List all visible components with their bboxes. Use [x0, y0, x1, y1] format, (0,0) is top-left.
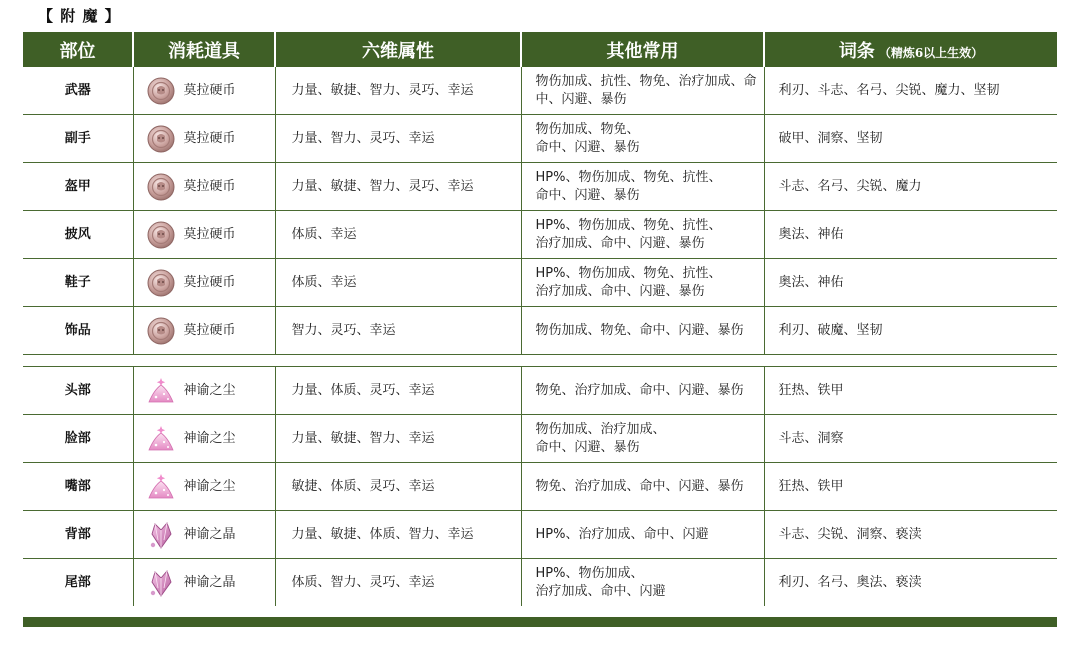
other-line: 物伤加成、抗性、物免、治疗加成、命 — [535, 73, 757, 89]
header-stats: 六维属性 — [275, 32, 521, 67]
stats-cell: 力量、敏捷、智力、灵巧、幸运 — [275, 163, 521, 211]
other-line: 物免、治疗加成、命中、闪避、暴伤 — [535, 382, 744, 398]
other-line: 命中、闪避、暴伤 — [535, 139, 640, 155]
stats-cell: 力量、体质、灵巧、幸运 — [275, 367, 521, 415]
words-cell: 奥法、神佑 — [764, 259, 1057, 307]
words-cell: 斗志、洞察 — [764, 415, 1057, 463]
other-line: HP%、物伤加成、物免、抗性、 — [535, 217, 722, 233]
stats-cell: 体质、幸运 — [275, 259, 521, 307]
stats-cell: 力量、敏捷、智力、灵巧、幸运 — [275, 67, 521, 115]
other-line: 命中、闪避、暴伤 — [535, 439, 640, 455]
table-row — [23, 307, 1057, 355]
header-part: 部位 — [23, 32, 133, 67]
part-cell: 鞋子 — [23, 259, 133, 307]
table-row — [23, 67, 1057, 115]
part-cell: 副手 — [23, 115, 133, 163]
other-line: 治疗加成、命中、闪避 — [535, 583, 666, 599]
part-cell: 尾部 — [23, 559, 133, 607]
other-cell — [521, 211, 764, 259]
dust-icon — [146, 472, 176, 502]
item-label: 莫拉硬币 — [183, 226, 236, 242]
part-cell: 嘴部 — [23, 463, 133, 511]
crystal-icon — [146, 568, 176, 598]
item-label: 莫拉硬币 — [183, 130, 236, 146]
table-row — [23, 259, 1057, 307]
other-line: HP%、物伤加成、物免、抗性、 — [535, 265, 722, 281]
table-row — [23, 511, 1057, 559]
words-cell: 斗志、名弓、尖锐、魔力 — [764, 163, 1057, 211]
item-cell — [133, 163, 275, 211]
part-cell: 披风 — [23, 211, 133, 259]
other-line: HP%、治疗加成、命中、闪避 — [535, 526, 709, 542]
part-cell: 头部 — [23, 367, 133, 415]
other-cell — [521, 463, 764, 511]
item-cell — [133, 259, 275, 307]
other-line: HP%、物伤加成、物免、抗性、 — [535, 169, 722, 185]
stats-cell: 智力、灵巧、幸运 — [275, 307, 521, 355]
header-words-label: 词条 — [838, 40, 875, 62]
table-row — [23, 115, 1057, 163]
coin-icon — [146, 124, 176, 154]
item-label: 莫拉硬币 — [183, 274, 236, 290]
table-body — [23, 67, 1057, 606]
table-row — [23, 463, 1057, 511]
item-cell — [133, 115, 275, 163]
part-cell: 武器 — [23, 67, 133, 115]
coin-icon — [146, 76, 176, 106]
separator-cell — [23, 355, 1057, 367]
part-cell: 脸部 — [23, 415, 133, 463]
words-cell: 狂热、铁甲 — [764, 367, 1057, 415]
other-cell — [521, 67, 764, 115]
words-cell: 奥法、神佑 — [764, 211, 1057, 259]
stats-cell: 力量、智力、灵巧、幸运 — [275, 115, 521, 163]
item-label: 神谕之尘 — [183, 478, 236, 494]
stats-cell: 力量、敏捷、体质、智力、幸运 — [275, 511, 521, 559]
dust-icon — [146, 424, 176, 454]
coin-icon — [146, 268, 176, 298]
table-header-row — [23, 32, 1057, 67]
header-words — [764, 32, 1057, 67]
other-line: 物免、治疗加成、命中、闪避、暴伤 — [535, 478, 744, 494]
words-cell: 利刃、斗志、名弓、尖锐、魔力、坚韧 — [764, 67, 1057, 115]
enchant-table — [23, 32, 1057, 606]
words-cell: 破甲、洞察、坚韧 — [764, 115, 1057, 163]
words-cell: 狂热、铁甲 — [764, 463, 1057, 511]
group-separator — [23, 355, 1057, 367]
other-cell — [521, 163, 764, 211]
part-cell: 饰品 — [23, 307, 133, 355]
item-cell — [133, 511, 275, 559]
page-title: 【 附 魔 】 — [38, 7, 121, 25]
words-cell: 斗志、尖锐、洞察、亵渎 — [764, 511, 1057, 559]
coin-icon — [146, 220, 176, 250]
stats-cell: 体质、幸运 — [275, 211, 521, 259]
other-cell — [521, 559, 764, 607]
item-label: 神谕之尘 — [183, 382, 236, 398]
item-cell — [133, 559, 275, 607]
words-cell: 利刃、名弓、奥法、亵渎 — [778, 574, 922, 590]
dust-icon — [146, 376, 176, 406]
stats-cell: 体质、智力、灵巧、幸运 — [275, 559, 521, 607]
table-row — [23, 163, 1057, 211]
other-cell — [521, 367, 764, 415]
other-line: 物伤加成、物免、命中、闪避、暴伤 — [535, 322, 744, 338]
other-cell — [521, 307, 764, 355]
item-cell — [133, 415, 275, 463]
item-label: 莫拉硬币 — [183, 82, 236, 98]
crystal-icon — [146, 520, 176, 550]
table-row — [23, 211, 1057, 259]
header-item: 消耗道具 — [133, 32, 275, 67]
other-line: 治疗加成、命中、闪避、暴伤 — [535, 235, 705, 251]
other-cell — [521, 259, 764, 307]
other-line: HP%、物伤加成、 — [535, 565, 644, 581]
item-cell — [133, 463, 275, 511]
coin-icon — [146, 172, 176, 202]
other-cell — [521, 511, 764, 559]
item-label: 莫拉硬币 — [183, 322, 236, 338]
part-cell: 背部 — [23, 511, 133, 559]
table-row — [23, 415, 1057, 463]
item-cell — [133, 307, 275, 355]
table-row — [23, 367, 1057, 415]
bottom-bar — [23, 617, 1057, 627]
other-line: 治疗加成、命中、闪避、暴伤 — [535, 283, 705, 299]
header-words-note: （精炼6以上生效） — [878, 45, 984, 60]
words-cell: 利刃、破魔、坚韧 — [764, 307, 1057, 355]
item-label: 神谕之晶 — [183, 526, 236, 542]
item-label: 神谕之晶 — [183, 574, 236, 590]
part-cell: 盔甲 — [23, 163, 133, 211]
item-cell — [133, 211, 275, 259]
item-label: 莫拉硬币 — [183, 178, 236, 194]
item-label: 神谕之尘 — [183, 430, 236, 446]
item-cell — [133, 67, 275, 115]
coin-icon — [146, 316, 176, 346]
header-other: 其他常用 — [521, 32, 764, 67]
table-row — [23, 559, 1057, 607]
other-cell — [521, 115, 764, 163]
other-line: 物伤加成、治疗加成、 — [535, 421, 666, 437]
stats-cell: 敏捷、体质、灵巧、幸运 — [275, 463, 521, 511]
other-line: 物伤加成、物免、 — [535, 121, 640, 137]
stats-cell: 力量、敏捷、智力、幸运 — [275, 415, 521, 463]
item-cell — [133, 367, 275, 415]
other-line: 命中、闪避、暴伤 — [535, 187, 640, 203]
other-cell — [521, 415, 764, 463]
other-line: 中、闪避、暴伤 — [535, 91, 627, 107]
